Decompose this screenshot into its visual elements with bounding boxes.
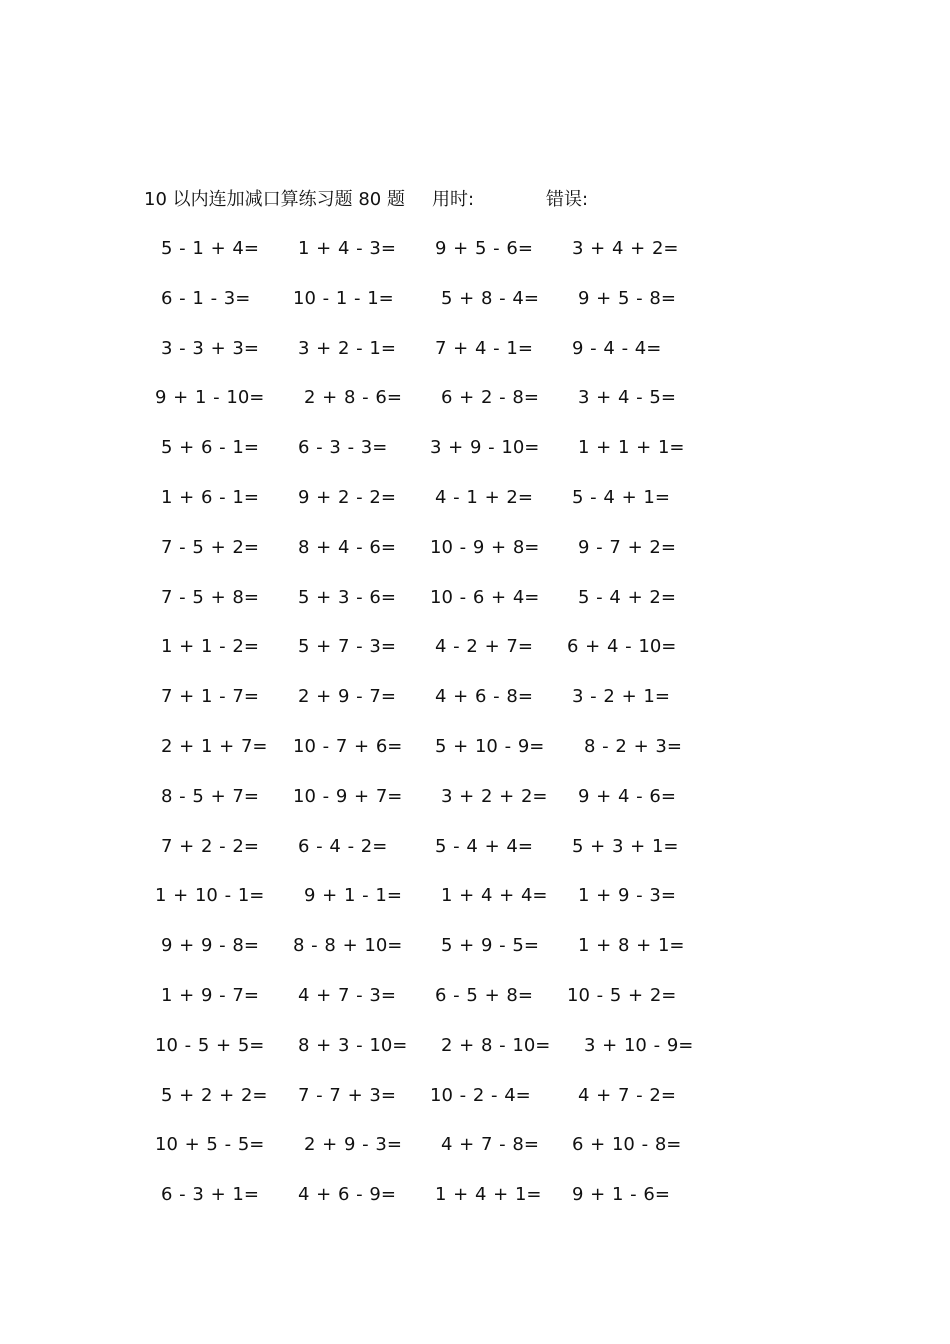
arithmetic-problem: 6 + 10 - 8= (572, 1134, 682, 1156)
arithmetic-problem: 1 + 4 - 3= (298, 238, 396, 259)
problem-row (0, 482, 950, 532)
arithmetic-problem: 7 - 5 + 8= (161, 586, 259, 608)
arithmetic-problem: 8 - 2 + 3= (584, 735, 682, 757)
arithmetic-problem: 3 - 2 + 1= (572, 686, 670, 708)
arithmetic-problem: 2 + 9 - 7= (298, 686, 396, 708)
arithmetic-problem: 6 - 5 + 8= (435, 984, 533, 1006)
arithmetic-problem: 7 + 1 - 7= (161, 686, 259, 708)
arithmetic-problem: 6 - 4 - 2= (298, 835, 388, 857)
arithmetic-problem: 4 - 2 + 7= (435, 636, 533, 658)
arithmetic-problem: 5 + 8 - 4= (441, 287, 539, 309)
problem-row (0, 1129, 950, 1179)
problem-row (0, 631, 950, 681)
arithmetic-problem: 7 + 2 - 2= (161, 835, 259, 857)
arithmetic-problem: 10 - 9 + 7= (293, 785, 403, 807)
problem-row (0, 980, 950, 1030)
arithmetic-problem: 9 + 5 - 6= (435, 238, 533, 259)
problem-row (0, 1179, 950, 1229)
arithmetic-problem: 9 - 4 - 4= (572, 337, 662, 359)
problem-row (0, 731, 950, 781)
arithmetic-problem: 4 - 1 + 2= (435, 486, 533, 508)
arithmetic-problem: 3 + 2 - 1= (298, 337, 396, 359)
arithmetic-problem: 5 - 4 + 4= (435, 835, 533, 857)
arithmetic-problem: 10 - 9 + 8= (430, 536, 540, 558)
arithmetic-problem: 3 + 10 - 9= (584, 1034, 694, 1056)
arithmetic-problem: 5 + 6 - 1= (161, 437, 259, 459)
arithmetic-problem: 7 - 7 + 3= (298, 1084, 396, 1106)
arithmetic-problem: 5 + 3 + 1= (572, 835, 679, 857)
arithmetic-problem: 3 + 2 + 2= (441, 785, 548, 807)
arithmetic-problem: 1 + 8 + 1= (578, 935, 685, 957)
arithmetic-problem: 1 + 6 - 1= (161, 486, 259, 508)
arithmetic-problem: 5 + 3 - 6= (298, 586, 396, 608)
problem-row (0, 233, 950, 283)
arithmetic-problem: 1 + 9 - 7= (161, 984, 259, 1006)
problem-row (0, 532, 950, 582)
arithmetic-problem: 2 + 8 - 10= (441, 1034, 551, 1056)
problem-row (0, 283, 950, 333)
arithmetic-problem: 10 - 1 - 1= (293, 287, 394, 309)
arithmetic-problem: 6 - 3 + 1= (161, 1184, 259, 1206)
arithmetic-problem: 6 - 3 - 3= (298, 437, 388, 459)
arithmetic-problem: 9 + 1 - 1= (304, 885, 402, 907)
arithmetic-problem: 3 + 4 + 2= (572, 238, 679, 259)
arithmetic-problem: 9 + 5 - 8= (578, 287, 676, 309)
problem-row (0, 582, 950, 632)
arithmetic-problem: 2 + 1 + 7= (161, 735, 268, 757)
arithmetic-problem: 1 + 4 + 1= (435, 1184, 542, 1206)
arithmetic-problem: 5 + 9 - 5= (441, 935, 539, 957)
problem-grid (0, 233, 950, 1229)
arithmetic-problem: 4 + 7 - 8= (441, 1134, 539, 1156)
arithmetic-problem: 3 + 9 - 10= (430, 437, 540, 459)
arithmetic-problem: 5 + 2 + 2= (161, 1084, 268, 1106)
arithmetic-problem: 7 + 4 - 1= (435, 337, 533, 359)
problem-row (0, 432, 950, 482)
problem-row (0, 781, 950, 831)
arithmetic-problem: 1 + 1 + 1= (578, 437, 685, 459)
arithmetic-problem: 2 + 8 - 6= (304, 387, 402, 409)
problem-row (0, 831, 950, 881)
arithmetic-problem: 3 - 3 + 3= (161, 337, 259, 359)
problem-row (0, 880, 950, 930)
problem-row (0, 333, 950, 383)
arithmetic-problem: 3 + 4 - 5= (578, 387, 676, 409)
arithmetic-problem: 9 + 1 - 6= (572, 1184, 670, 1206)
time-used-label: 用时: (432, 189, 475, 210)
arithmetic-problem: 5 + 10 - 9= (435, 735, 545, 757)
arithmetic-problem: 4 + 7 - 3= (298, 984, 396, 1006)
errors-label: 错误: (546, 189, 589, 210)
arithmetic-problem: 1 + 9 - 3= (578, 885, 676, 907)
worksheet-title: 10 以内连加减口算练习题 80 题 (144, 189, 405, 210)
arithmetic-problem: 10 - 5 + 5= (155, 1034, 265, 1056)
arithmetic-problem: 10 - 2 - 4= (430, 1084, 531, 1106)
arithmetic-problem: 10 + 5 - 5= (155, 1134, 265, 1156)
arithmetic-problem: 4 + 7 - 2= (578, 1084, 676, 1106)
arithmetic-problem: 8 - 5 + 7= (161, 785, 259, 807)
problem-row (0, 1030, 950, 1080)
problem-row (0, 930, 950, 980)
arithmetic-problem: 9 + 1 - 10= (155, 387, 265, 409)
arithmetic-problem: 8 + 3 - 10= (298, 1034, 408, 1056)
arithmetic-problem: 1 + 4 + 4= (441, 885, 548, 907)
arithmetic-problem: 6 + 4 - 10= (567, 636, 677, 658)
arithmetic-problem: 9 - 7 + 2= (578, 536, 676, 558)
arithmetic-problem: 5 + 7 - 3= (298, 636, 396, 658)
arithmetic-problem: 9 + 9 - 8= (161, 935, 259, 957)
problem-row (0, 382, 950, 432)
arithmetic-problem: 6 - 1 - 3= (161, 287, 251, 309)
arithmetic-problem: 6 + 2 - 8= (441, 387, 539, 409)
arithmetic-problem: 7 - 5 + 2= (161, 536, 259, 558)
arithmetic-problem: 5 - 4 + 1= (572, 486, 670, 508)
arithmetic-problem: 5 - 1 + 4= (161, 238, 259, 259)
problem-row (0, 681, 950, 731)
arithmetic-problem: 10 - 6 + 4= (430, 586, 540, 608)
arithmetic-problem: 9 + 2 - 2= (298, 486, 396, 508)
arithmetic-problem: 1 + 1 - 2= (161, 636, 259, 658)
arithmetic-problem: 10 - 7 + 6= (293, 735, 403, 757)
arithmetic-problem: 1 + 10 - 1= (155, 885, 265, 907)
arithmetic-problem: 8 - 8 + 10= (293, 935, 403, 957)
problem-row (0, 1080, 950, 1130)
arithmetic-problem: 5 - 4 + 2= (578, 586, 676, 608)
arithmetic-problem: 4 + 6 - 9= (298, 1184, 396, 1206)
arithmetic-problem: 4 + 6 - 8= (435, 686, 533, 708)
arithmetic-problem: 10 - 5 + 2= (567, 984, 677, 1006)
arithmetic-problem: 8 + 4 - 6= (298, 536, 396, 558)
arithmetic-problem: 2 + 9 - 3= (304, 1134, 402, 1156)
arithmetic-problem: 9 + 4 - 6= (578, 785, 676, 807)
